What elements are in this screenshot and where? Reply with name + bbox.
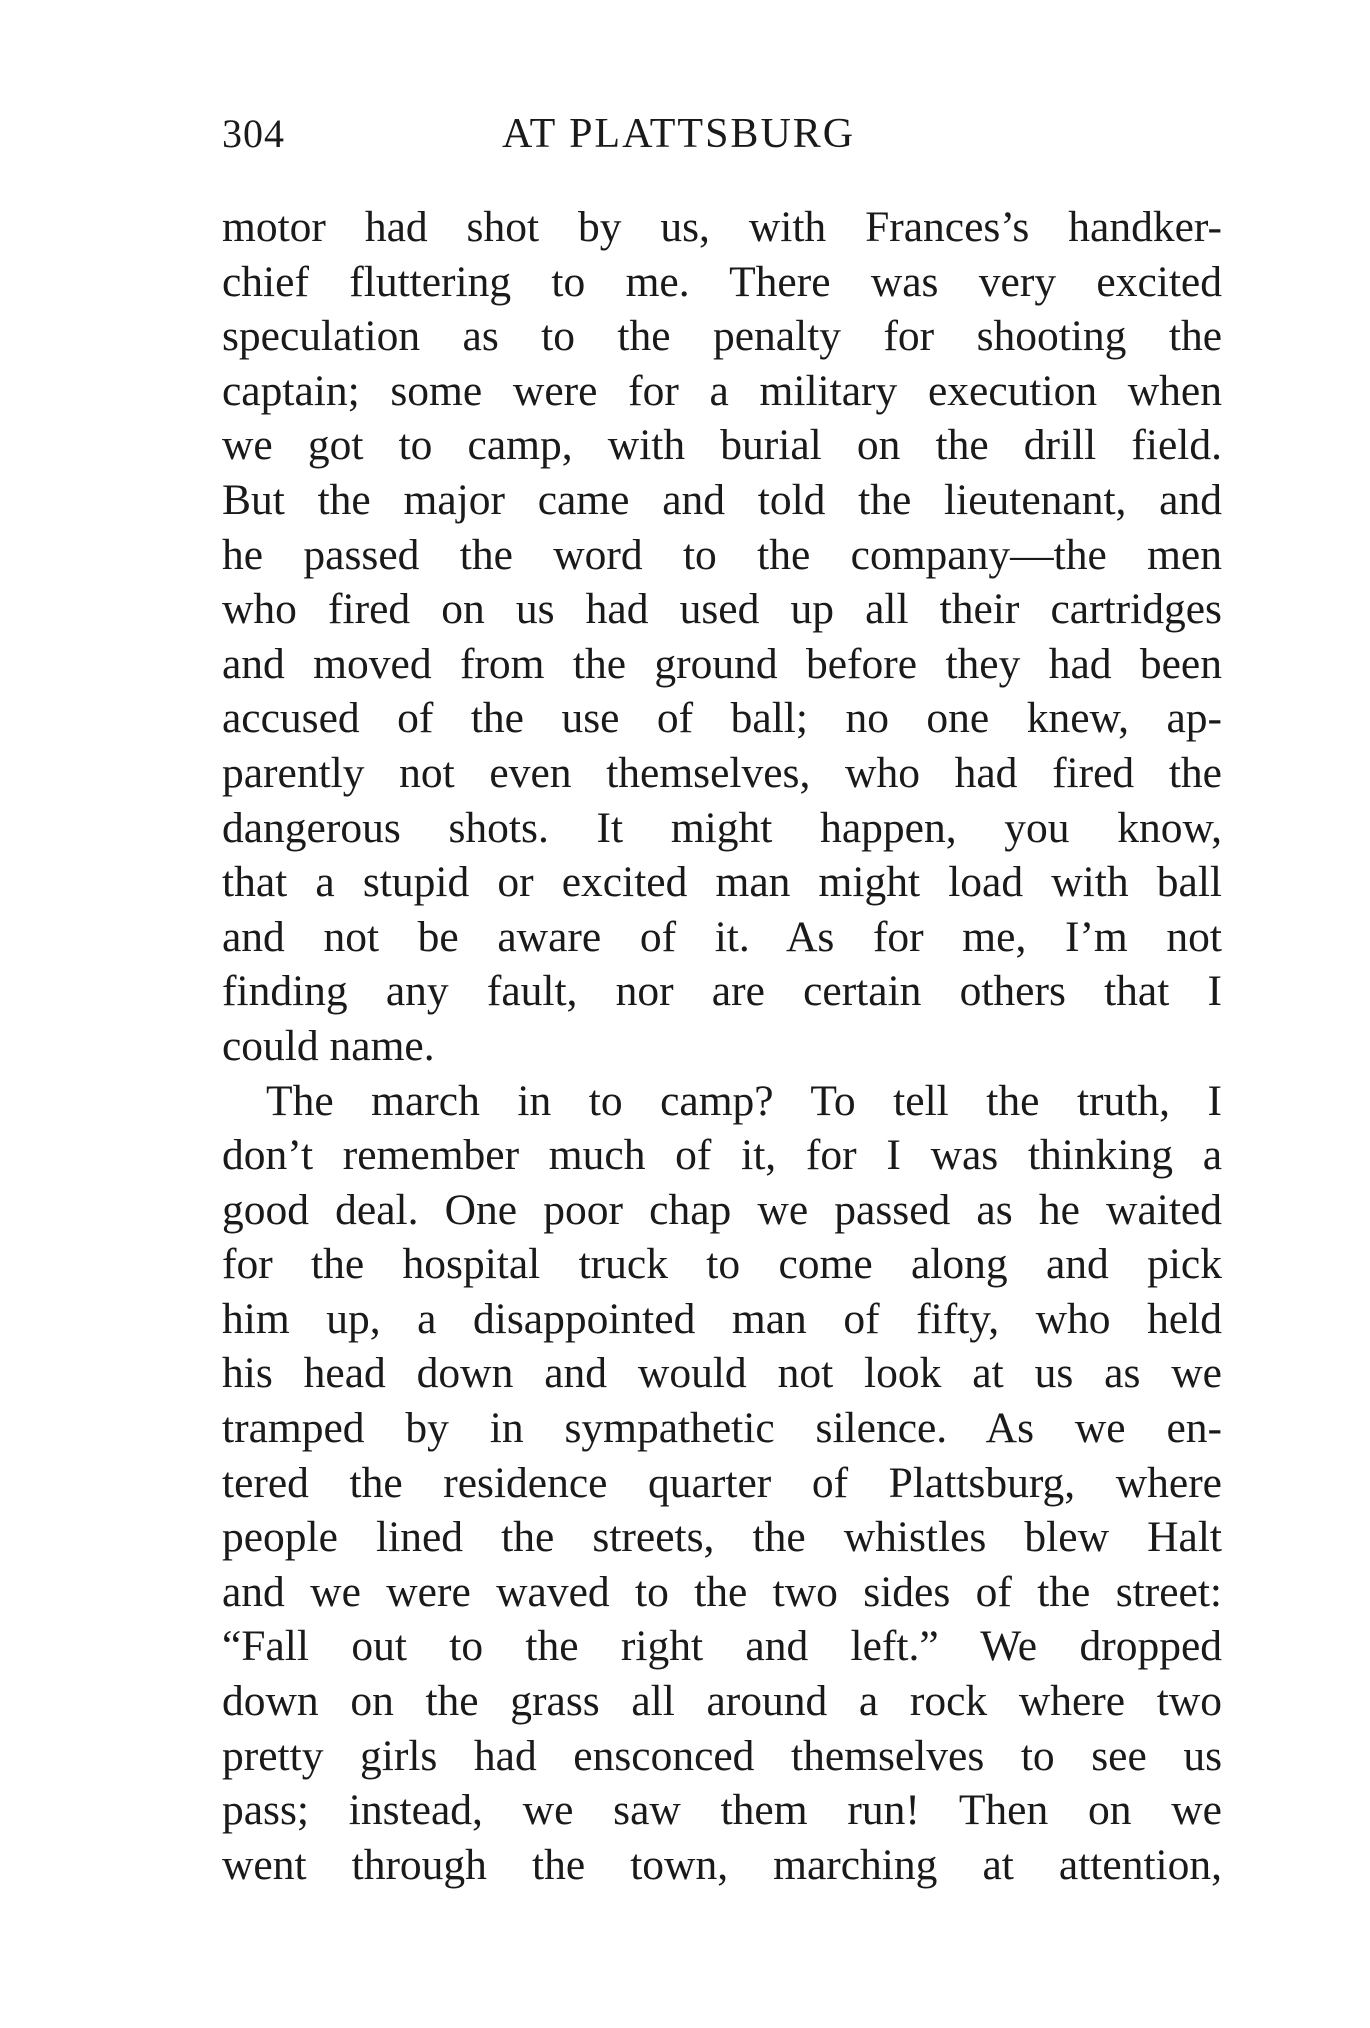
text-line: that a stupid or excited man might load with ball	[222, 858, 1222, 907]
text-line: and not be aware of it. As for me, I’m not	[222, 912, 1222, 961]
text-line: pass; instead, we saw them run! Then on we	[222, 1786, 1222, 1835]
text-line: parently not even themselves, who had fired the	[222, 748, 1222, 797]
text-line: The march in to camp? To tell the truth, I	[266, 1076, 1222, 1125]
text-line: tramped by in sympathetic silence. As we en-	[222, 1404, 1222, 1453]
page-number: 304	[222, 111, 285, 156]
body-text	[222, 200, 1222, 1892]
text-line: could name.	[222, 1021, 435, 1070]
text-line: captain; some were for a military execution when	[222, 366, 1222, 415]
text-line: motor had shot by us, with Frances’s handker-	[222, 203, 1222, 251]
text-line: people lined the streets, the whistles blew Halt	[222, 1513, 1222, 1562]
text-line: good deal. One poor chap we passed as he waited	[222, 1185, 1222, 1234]
running-head: AT PLATTSBURG	[502, 111, 856, 157]
text-line: he passed the word to the company—the men	[222, 530, 1222, 579]
text-line: “Fall out to the right and left.” We dropped	[222, 1622, 1222, 1671]
text-line: pretty girls had ensconced themselves to see us	[222, 1731, 1222, 1780]
text-line: his head down and would not look at us as we	[222, 1349, 1222, 1398]
page-header	[222, 110, 1222, 170]
text-line: who fired on us had used up all their cartridges	[222, 585, 1222, 634]
text-line: finding any fault, nor are certain others that I	[222, 967, 1222, 1016]
text-line: dangerous shots. It might happen, you know,	[222, 803, 1222, 852]
text-line: and moved from the ground before they had been	[222, 639, 1222, 688]
text-line: tered the residence quarter of Plattsburg, where	[222, 1458, 1222, 1507]
text-line: went through the town, marching at attention,	[222, 1840, 1222, 1889]
text-line: and we were waved to the two sides of the street:	[222, 1567, 1222, 1616]
text-line: But the major came and told the lieutenant, and	[222, 475, 1222, 524]
text-line: chief fluttering to me. There was very excited	[222, 257, 1222, 306]
text-line: speculation as to the penalty for shooting the	[222, 312, 1222, 361]
text-line: don’t remember much of it, for I was thinking a	[222, 1131, 1222, 1180]
text-line: for the hospital truck to come along and pick	[222, 1240, 1222, 1289]
text-line: him up, a disappointed man of fifty, who held	[222, 1294, 1222, 1343]
text-line: down on the grass all around a rock where two	[222, 1677, 1222, 1726]
text-line: accused of the use of ball; no one knew, ap-	[222, 694, 1222, 743]
text-line: we got to camp, with burial on the drill field.	[222, 421, 1222, 470]
